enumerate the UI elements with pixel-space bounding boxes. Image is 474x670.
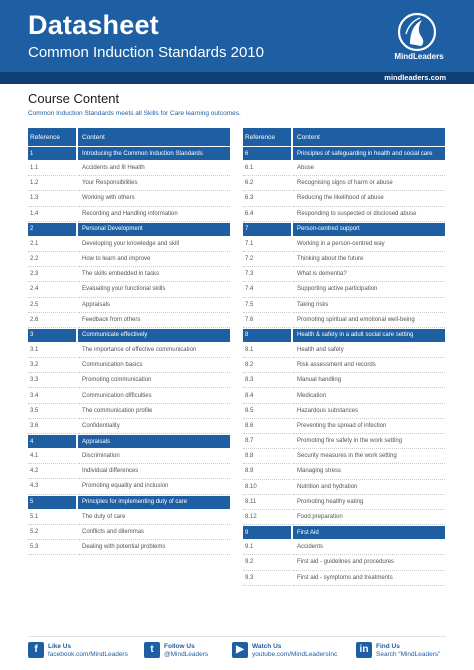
row-content: Responding to suspected or disclosed abuse [293, 207, 445, 222]
row-content: Confidentiality [78, 419, 230, 434]
row-reference: 7.2 [243, 252, 291, 267]
section-row [243, 147, 445, 160]
row-reference: 1 [28, 147, 76, 160]
row-reference: 8.5 [243, 404, 291, 419]
table-row [243, 555, 445, 570]
row-content: Preventing the spread of infection [293, 419, 445, 434]
table-row [243, 373, 445, 388]
row-content: How to learn and improve [78, 252, 230, 267]
row-reference: 3.6 [28, 419, 76, 434]
left-table [28, 128, 230, 555]
footer-label: Find Us [376, 643, 400, 650]
row-content: Developing your knowledge and skill [78, 237, 230, 252]
content-header: Content [78, 128, 230, 146]
row-content: Promoting fire safety in the work setting [293, 434, 445, 449]
table-row [243, 419, 445, 434]
table-row [243, 207, 445, 222]
footer-link-text[interactable]: youtube.com/MindLeadersInc [252, 651, 338, 658]
table-row [28, 313, 230, 328]
row-reference: 1.3 [28, 191, 76, 206]
table-row [243, 282, 445, 297]
row-content: Taking risks [293, 298, 445, 313]
table-row [243, 510, 445, 525]
section-row [28, 435, 230, 448]
row-content: Conflicts and dilemmas [78, 525, 230, 540]
row-content: Person-centred support [293, 223, 445, 236]
row-content: Thinking about the future [293, 252, 445, 267]
table-row [243, 404, 445, 419]
table-header-row [243, 128, 445, 146]
table-row [28, 510, 230, 525]
url-bar [0, 72, 474, 84]
footer-link-text[interactable]: @MindLeaders [164, 651, 209, 658]
table-row [28, 176, 230, 191]
page-title: Datasheet [28, 10, 159, 40]
section-row [243, 526, 445, 539]
row-content: Communication basics [78, 358, 230, 373]
row-content: Individual differences [78, 464, 230, 479]
table-row [28, 540, 230, 555]
row-content: Medication [293, 388, 445, 403]
row-content: Security measures in the work setting [293, 449, 445, 464]
row-reference: 8.8 [243, 449, 291, 464]
row-reference: 3 [28, 329, 76, 342]
table-row [28, 282, 230, 297]
row-content: Reducing the likelihood of abuse [293, 191, 445, 206]
row-reference: 7.4 [243, 282, 291, 297]
row-reference: 5 [28, 496, 76, 509]
row-content: Evaluating your functional skills [78, 282, 230, 297]
row-reference: 8.9 [243, 464, 291, 479]
row-content: Promoting equality and inclusion [78, 479, 230, 494]
table-row [243, 495, 445, 510]
row-content: Communicate effectively [78, 329, 230, 342]
table-row [243, 358, 445, 373]
row-content: Communication difficulties [78, 388, 230, 403]
footer-label: Follow Us [164, 643, 195, 650]
table-row [28, 373, 230, 388]
row-content: The skills embedded in tasks [78, 267, 230, 282]
row-reference: 5.2 [28, 525, 76, 540]
row-reference: 2.1 [28, 237, 76, 252]
row-reference: 8.1 [243, 343, 291, 358]
row-reference: 2.3 [28, 267, 76, 282]
row-reference: 2 [28, 223, 76, 236]
row-reference: 7.3 [243, 267, 291, 282]
table-row [28, 358, 230, 373]
row-content: Hazardous substances [293, 404, 445, 419]
row-content: Principles for implementing duty of care [78, 496, 230, 509]
table-row [243, 313, 445, 328]
facebook-icon: f [28, 642, 44, 658]
row-reference: 4 [28, 435, 76, 448]
table-row [243, 388, 445, 403]
table-row [28, 343, 230, 358]
row-content: First aid - symptoms and treatments [293, 571, 445, 586]
table-row [243, 237, 445, 252]
footer-label: Watch Us [252, 643, 282, 650]
table-row [28, 298, 230, 313]
table-row [243, 298, 445, 313]
row-reference: 7 [243, 223, 291, 236]
table-row [243, 464, 445, 479]
table-row [243, 480, 445, 495]
row-reference: 1.4 [28, 207, 76, 222]
table-row [243, 571, 445, 586]
row-reference: 6 [243, 147, 291, 160]
row-content: Food preparation [293, 510, 445, 525]
site-url[interactable]: mindleaders.com [384, 73, 446, 82]
table-row [28, 464, 230, 479]
table-row [243, 449, 445, 464]
right-table [243, 128, 445, 586]
youtube-icon: ▶ [232, 642, 248, 658]
course-content-title: Course Content [28, 91, 120, 106]
row-content: Manual handling [293, 373, 445, 388]
row-reference: 4.1 [28, 449, 76, 464]
row-reference: 5.3 [28, 540, 76, 555]
section-row [28, 147, 230, 160]
table-row [243, 252, 445, 267]
row-content: The duty of care [78, 510, 230, 525]
linkedin-icon: in [356, 642, 372, 658]
row-reference: 3.5 [28, 404, 76, 419]
row-reference: 6.2 [243, 176, 291, 191]
right-table-body [243, 147, 445, 586]
row-reference: 5.1 [28, 510, 76, 525]
page-header [0, 0, 474, 72]
row-content: Appraisals [78, 435, 230, 448]
row-content: Dealing with potential problems [78, 540, 230, 555]
table-row [28, 161, 230, 176]
row-content: Abuse [293, 161, 445, 176]
table-row [243, 343, 445, 358]
row-content: Health & safety in a adult social care setting [293, 329, 445, 342]
row-content: Supporting active participation [293, 282, 445, 297]
section-row [243, 223, 445, 236]
section-row [243, 329, 445, 342]
row-content: The communication profile [78, 404, 230, 419]
row-reference: 8.12 [243, 510, 291, 525]
row-reference: 2.4 [28, 282, 76, 297]
row-content: Discrimination [78, 449, 230, 464]
course-intro: Common Induction Standards meets all Skills for Care learning outcomes. [28, 110, 241, 117]
row-reference: 8.3 [243, 373, 291, 388]
row-content: Your Responsibilities [78, 176, 230, 191]
row-reference: 2.5 [28, 298, 76, 313]
row-reference: 9 [243, 526, 291, 539]
table-row [28, 207, 230, 222]
section-row [28, 329, 230, 342]
row-content: Personal Development [78, 223, 230, 236]
row-reference: 7.1 [243, 237, 291, 252]
row-reference: 3.4 [28, 388, 76, 403]
row-content: Health and safety [293, 343, 445, 358]
row-reference: 2.2 [28, 252, 76, 267]
row-reference: 1.2 [28, 176, 76, 191]
row-reference: 8.4 [243, 388, 291, 403]
row-reference: 3.1 [28, 343, 76, 358]
row-reference: 1.1 [28, 161, 76, 176]
row-content: Nutrition and hydration [293, 480, 445, 495]
row-reference: 6.4 [243, 207, 291, 222]
row-reference: 4.2 [28, 464, 76, 479]
row-reference: 8.6 [243, 419, 291, 434]
row-reference: 8.7 [243, 434, 291, 449]
table-row [243, 191, 445, 206]
row-content: Introducing the Common Induction Standards [78, 147, 230, 160]
table-row [243, 434, 445, 449]
row-content: The importance of effective communication [78, 343, 230, 358]
footer-link-text[interactable]: Search “MindLeaders” [376, 651, 441, 658]
twitter-icon: t [144, 642, 160, 658]
row-reference: 7.5 [243, 298, 291, 313]
table-row [243, 267, 445, 282]
row-reference: 9.2 [243, 555, 291, 570]
row-reference: 9.3 [243, 571, 291, 586]
row-reference: 8 [243, 329, 291, 342]
row-content: Risk assessment and records [293, 358, 445, 373]
table-row [28, 479, 230, 494]
row-content: Working in a person-centred way [293, 237, 445, 252]
table-row [28, 419, 230, 434]
table-row [28, 191, 230, 206]
row-reference: 8.11 [243, 495, 291, 510]
row-reference: 8.10 [243, 480, 291, 495]
footer-label: Like Us [48, 643, 72, 650]
table-row [28, 252, 230, 267]
table-row [243, 540, 445, 555]
row-reference: 3.3 [28, 373, 76, 388]
table-row [243, 161, 445, 176]
section-row [28, 496, 230, 509]
row-content: Recognising signs of harm or abuse [293, 176, 445, 191]
footer-link-text[interactable]: facebook.com/MindLeaders [48, 651, 128, 658]
row-reference: 2.6 [28, 313, 76, 328]
row-content: Principles of safeguarding in health and social care [293, 147, 445, 160]
row-content: Feedback from others [78, 313, 230, 328]
section-row [28, 223, 230, 236]
table-row [28, 404, 230, 419]
row-content: Accidents [293, 540, 445, 555]
row-content: Accidents and Ill Health [78, 161, 230, 176]
row-content: Working with others [78, 191, 230, 206]
table-header-row [28, 128, 230, 146]
row-reference: 3.2 [28, 358, 76, 373]
table-row [243, 176, 445, 191]
reference-header: Reference [28, 128, 76, 146]
page-subtitle: Common Induction Standards 2010 [28, 44, 264, 61]
row-content: First Aid [293, 526, 445, 539]
row-reference: 9.1 [243, 540, 291, 555]
row-reference: 8.2 [243, 358, 291, 373]
table-row [28, 237, 230, 252]
row-content: What is dementia? [293, 267, 445, 282]
left-table-body [28, 147, 230, 555]
table-row [28, 449, 230, 464]
row-content: Promoting healthy eating [293, 495, 445, 510]
row-content: Appraisals [78, 298, 230, 313]
row-reference: 6.3 [243, 191, 291, 206]
row-content: Promoting spiritual and emotional well-being [293, 313, 445, 328]
row-reference: 4.3 [28, 479, 76, 494]
footer-divider [28, 636, 446, 637]
row-reference: 7.6 [243, 313, 291, 328]
row-content: Promoting communication [78, 373, 230, 388]
table-row [28, 525, 230, 540]
row-content: Managing stress [293, 464, 445, 479]
row-content: Recording and Handling information [78, 207, 230, 222]
logo-text: MindLeaders [394, 52, 444, 61]
table-row [28, 388, 230, 403]
content-header: Content [293, 128, 445, 146]
table-row [28, 267, 230, 282]
row-reference: 6.1 [243, 161, 291, 176]
row-content: First aid - guidelines and procedures [293, 555, 445, 570]
reference-header: Reference [243, 128, 291, 146]
